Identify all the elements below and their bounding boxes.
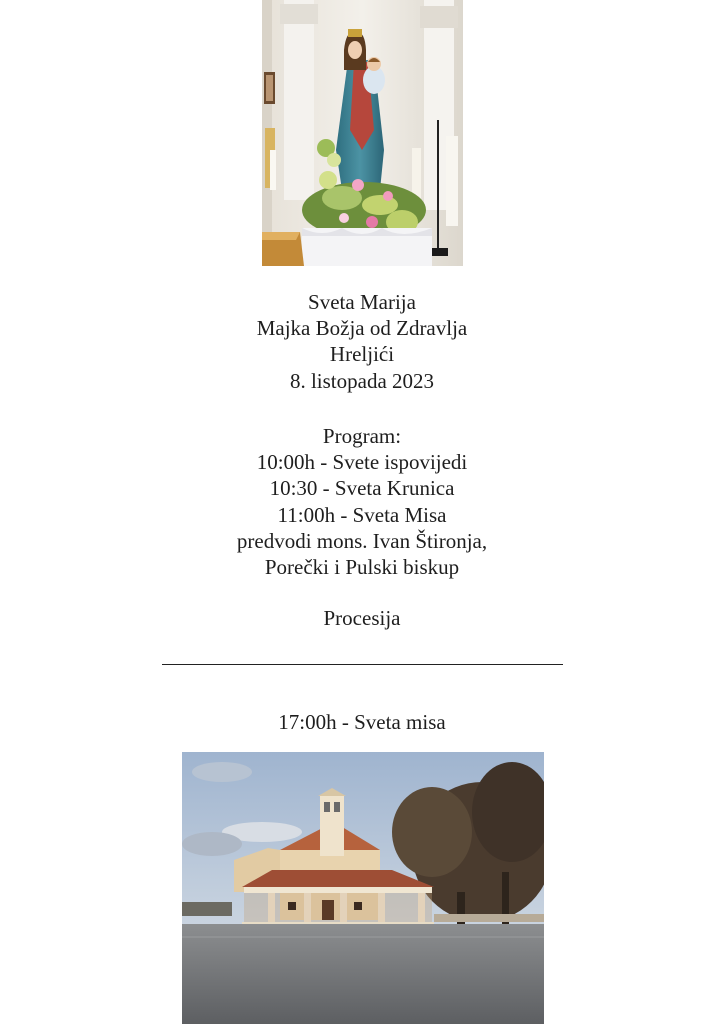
procession-text: Procesija <box>323 606 401 630</box>
program-item: predvodi mons. Ivan Štironja, <box>236 528 488 553</box>
church-exterior-photo <box>182 752 544 1024</box>
evening-mass-text: 17:00h - Sveta misa <box>278 710 446 734</box>
location: Hreljići <box>329 342 395 367</box>
program-heading: Program: <box>322 424 402 448</box>
divider <box>162 664 563 665</box>
event-date: 8. listopada 2023 <box>289 368 435 393</box>
program-item: 10:30 - Sveta Krunica <box>269 476 455 501</box>
event-header <box>0 289 724 394</box>
procession-line <box>0 605 724 631</box>
program-item: 11:00h - Sveta Misa <box>277 502 447 527</box>
program-item: 10:00h - Svete ispovijedi <box>256 450 468 475</box>
saint-title: Majka Božja od Zdravlja <box>256 316 468 341</box>
saint-name: Sveta Marija <box>308 290 416 314</box>
evening-mass <box>0 709 724 735</box>
program-item: Porečki i Pulski biskup <box>264 555 460 580</box>
program-section <box>0 423 724 580</box>
madonna-statue-photo <box>262 0 463 266</box>
